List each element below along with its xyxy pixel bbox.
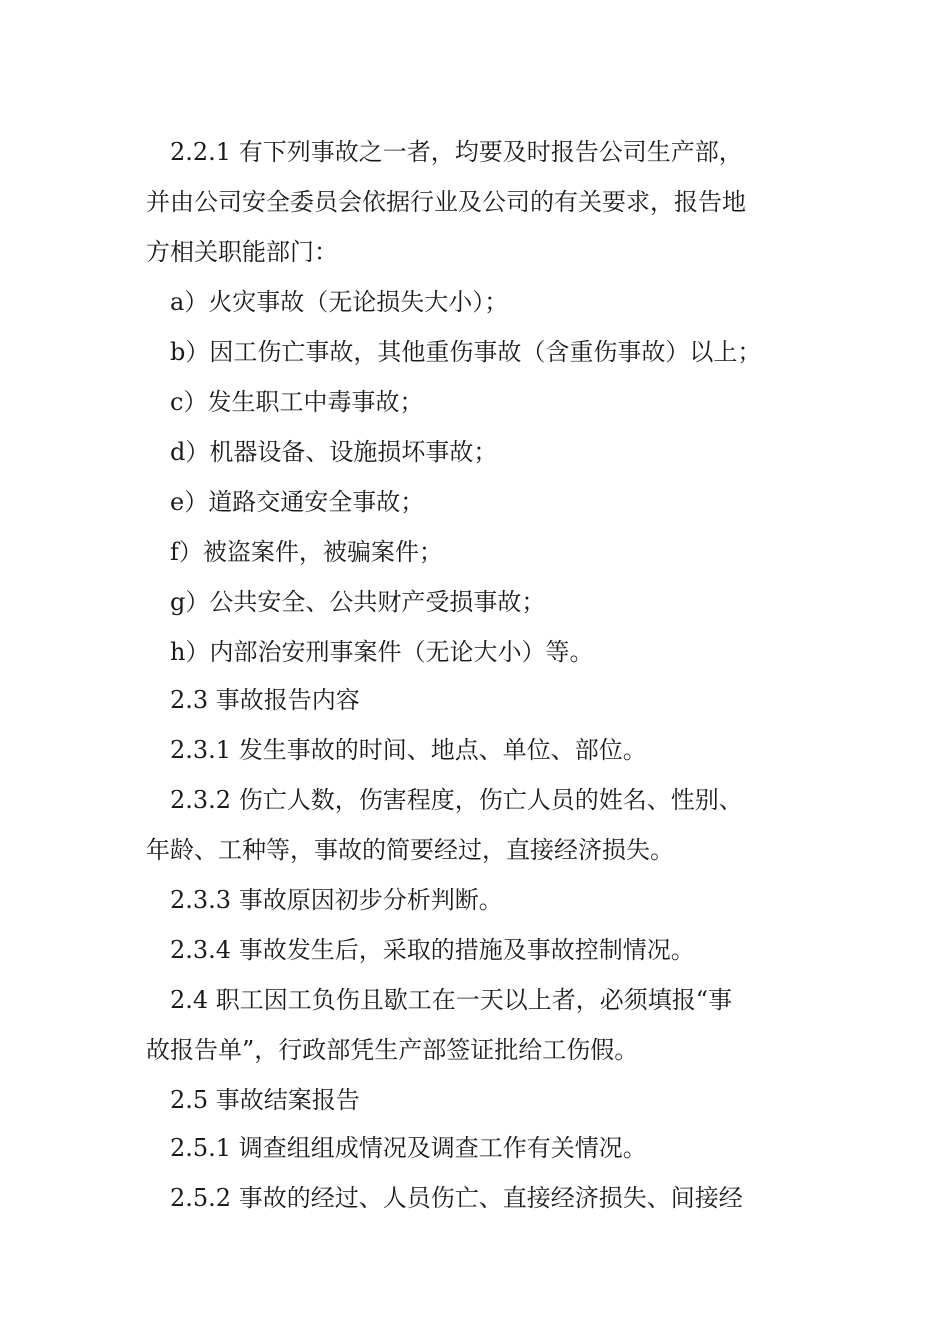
list-item-d: d）机器设备、设施损坏事故； — [170, 438, 498, 466]
paragraph-2-2-1-line-1: 2.2.1 有下列事故之一者，均要及时报告公司生产部， — [170, 138, 743, 166]
paragraph-2-3-2-line-1: 2.3.2 伤亡人数，伤害程度，伤亡人员的姓名、性别、 — [170, 786, 743, 814]
list-item-c: c）发生职工中毒事故； — [170, 388, 424, 416]
paragraph-2-5-1: 2.5.1 调查组组成情况及调查工作有关情况。 — [170, 1134, 647, 1162]
paragraph-2-3-4: 2.3.4 事故发生后，采取的措施及事故控制情况。 — [170, 936, 695, 964]
list-item-f: f）被盗案件，被骗案件； — [170, 538, 443, 566]
paragraph-2-5-2-line-1: 2.5.2 事故的经过、人员伤亡、直接经济损失、间接经 — [170, 1184, 743, 1212]
paragraph-2-3-3: 2.3.3 事故原因初步分析判断。 — [170, 886, 503, 914]
paragraph-2-4-line-2: 故报告单”，行政部凭生产部签证批给工伤假。 — [146, 1036, 639, 1064]
paragraph-2-3-1: 2.3.1 发生事故的时间、地点、单位、部位。 — [170, 736, 647, 764]
list-item-b: b）因工伤亡事故，其他重伤事故（含重伤事故）以上； — [170, 338, 762, 366]
section-heading-2-3: 2.3 事故报告内容 — [170, 686, 360, 714]
list-item-e: e）道路交通安全事故； — [170, 488, 425, 516]
section-heading-2-5: 2.5 事故结案报告 — [170, 1086, 360, 1114]
list-item-h: h）内部治安刑事案件（无论大小）等。 — [170, 638, 594, 666]
paragraph-2-2-1-line-2: 并由公司安全委员会依据行业及公司的有关要求，报告地 — [146, 188, 746, 216]
paragraph-2-2-1-line-3: 方相关职能部门： — [146, 238, 338, 266]
paragraph-2-4-line-1: 2.4 职工因工负伤且歇工在一天以上者，必须填报“事 — [170, 986, 733, 1014]
paragraph-2-3-2-line-2: 年龄、工种等，事故的简要经过，直接经济损失。 — [146, 836, 674, 864]
list-item-a: a）火灾事故（无论损失大小）； — [170, 288, 509, 316]
list-item-g: g）公共安全、公共财产受损事故； — [170, 588, 546, 616]
